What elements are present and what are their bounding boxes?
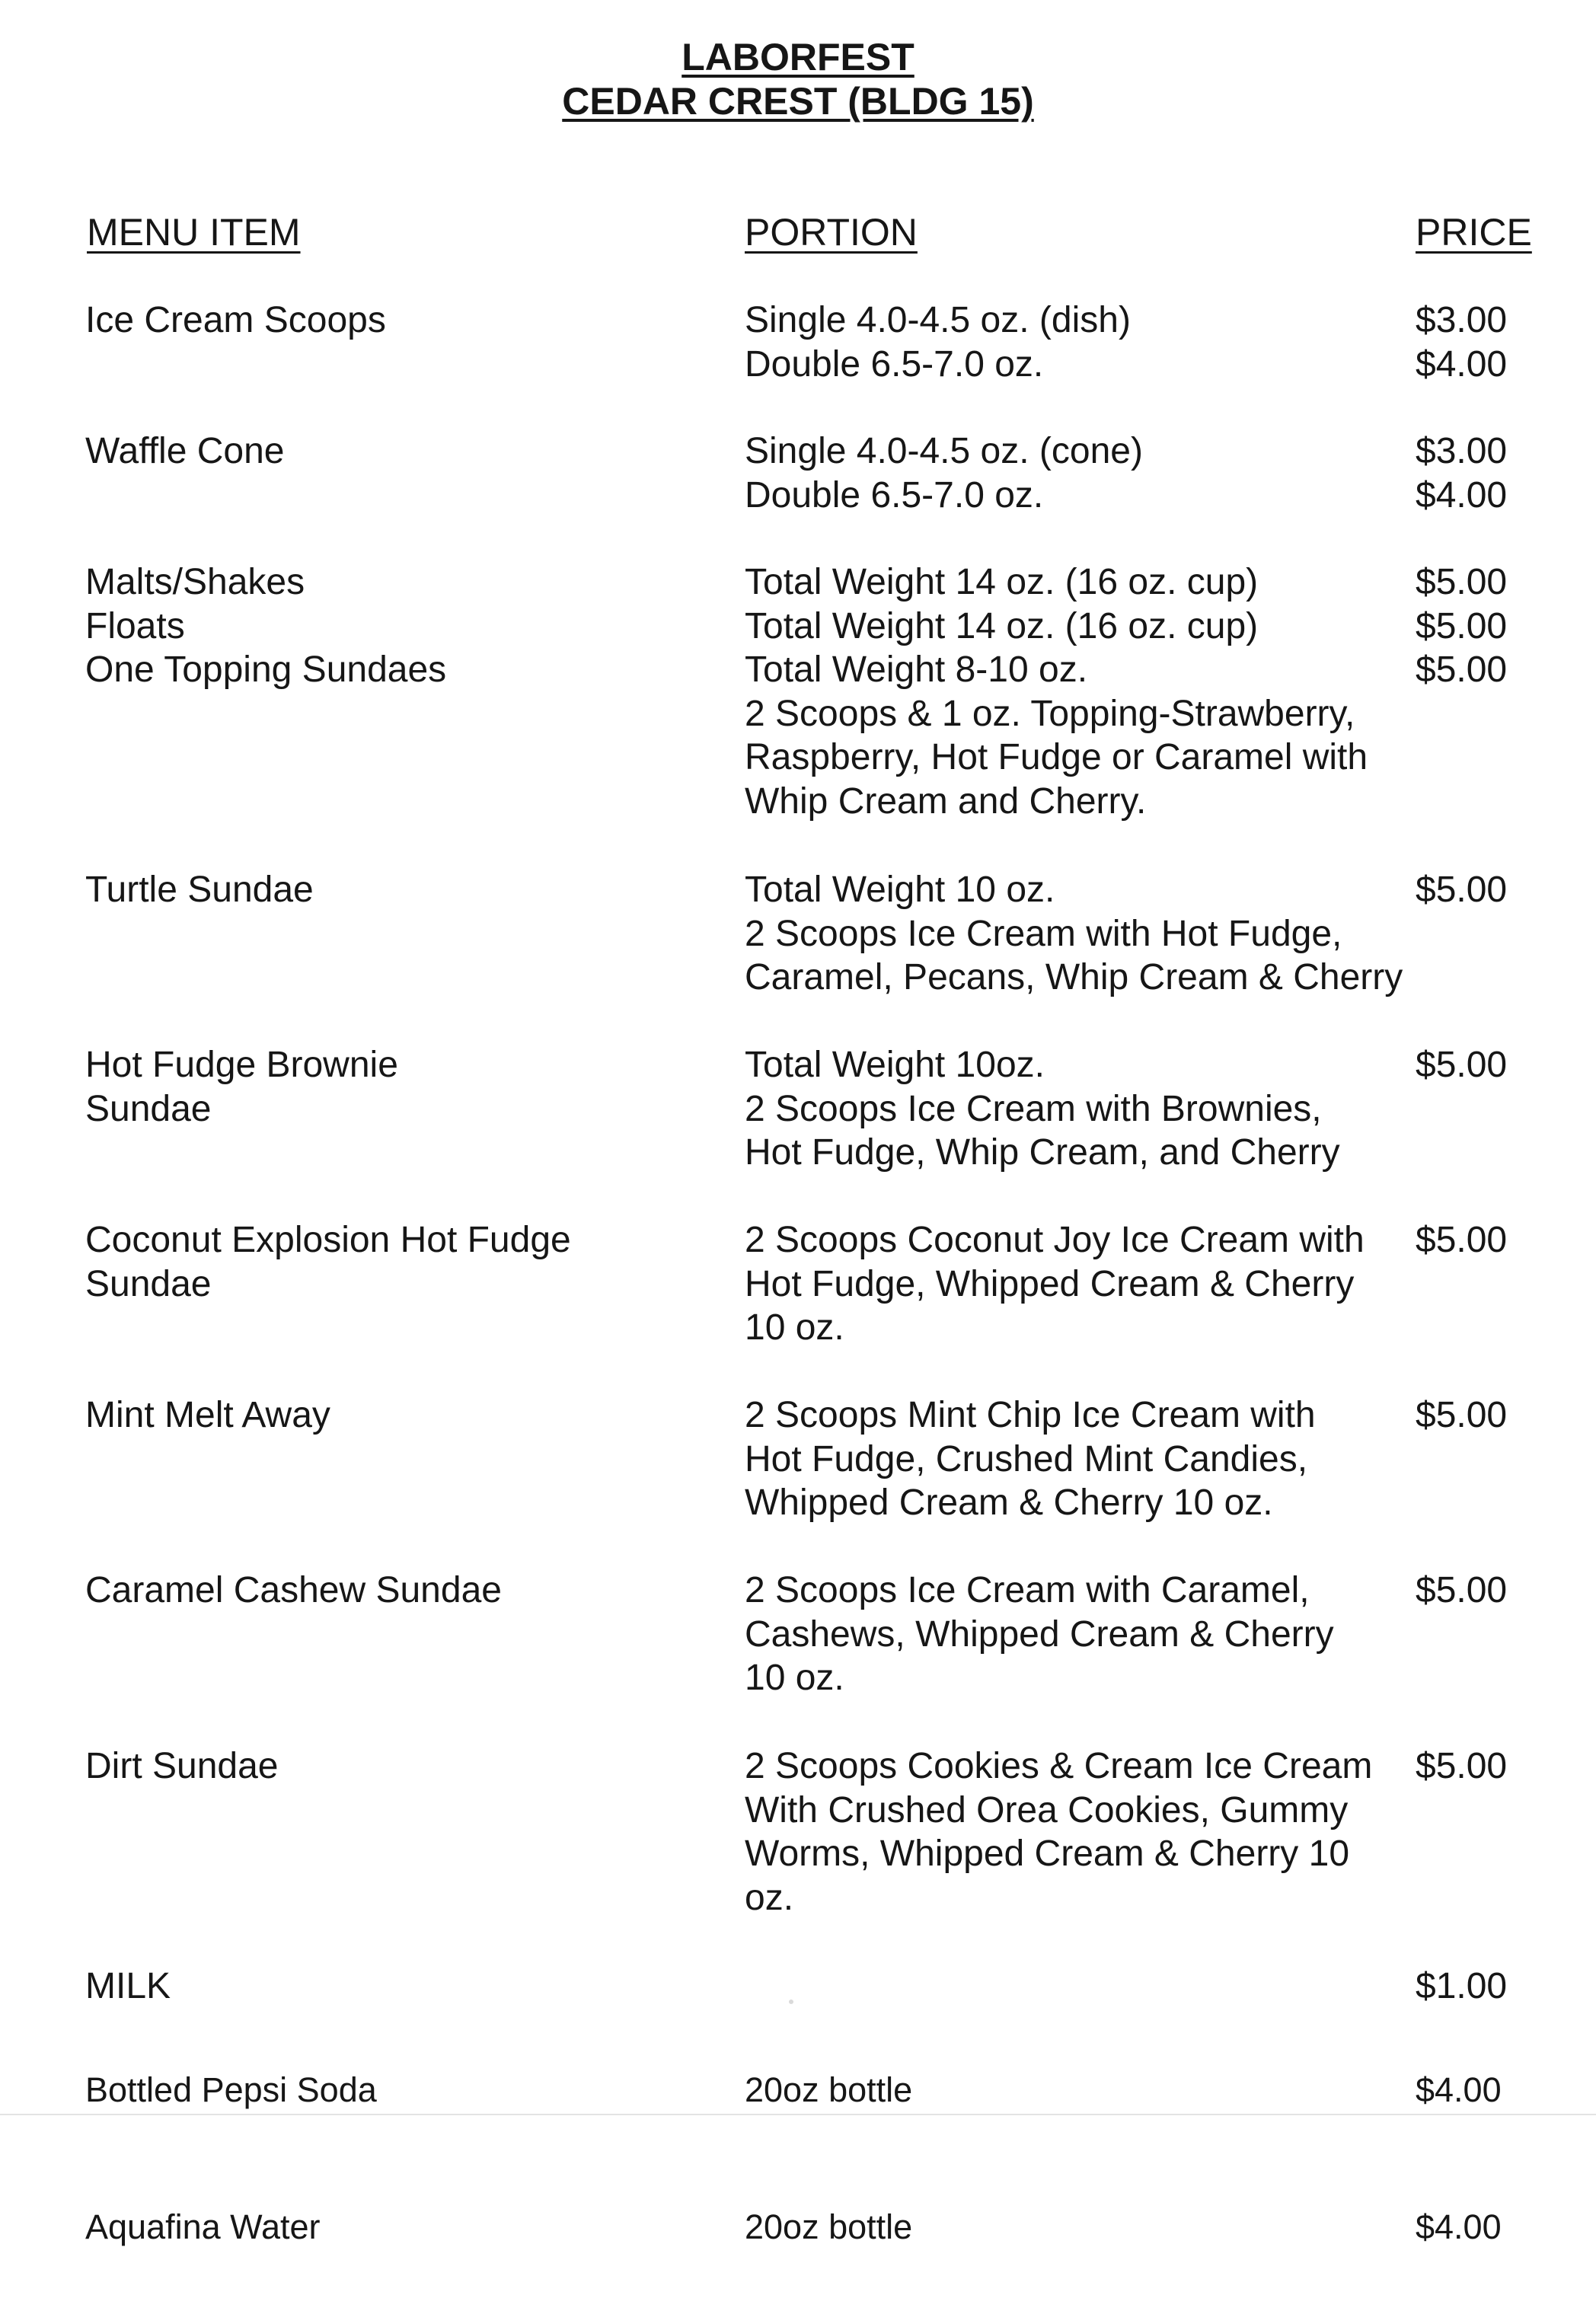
menu-item-portion: Total Weight 14 oz. (16 oz. cup) (745, 605, 1259, 646)
menu-item-portion: 2 Scoops Coconut Joy Ice Cream with (745, 1220, 1365, 1260)
menu-item-name: Ice Cream Scoops (85, 300, 386, 340)
menu-item-portion: Caramel, Pecans, Whip Cream & Cherry (745, 957, 1403, 997)
menu-item-name: One Topping Sundaes (85, 650, 447, 690)
menu-item-portion: Single 4.0-4.5 oz. (dish) (745, 300, 1131, 340)
title-laborfest: LABORFEST (681, 36, 915, 78)
header-menu-item: MENU ITEM (87, 211, 301, 254)
menu-item-price: $5.00 (1416, 562, 1508, 602)
header-portion: PORTION (745, 211, 918, 254)
menu-item-portion: 20oz bottle (745, 2207, 913, 2246)
page-divider (0, 2114, 1596, 2115)
menu-item-price: $5.00 (1416, 1570, 1508, 1610)
menu-item-price: $5.00 (1416, 1395, 1508, 1435)
menu-item-name: Mint Melt Away (85, 1395, 330, 1435)
menu-item-portion: Whip Cream and Cherry. (745, 780, 1147, 822)
menu-item-name: Coconut Explosion Hot Fudge (85, 1220, 571, 1260)
menu-item-name: Sundae (85, 1088, 212, 1129)
menu-item-price: $5.00 (1416, 1746, 1508, 1786)
menu-item-price: $1.00 (1416, 1966, 1508, 2006)
menu-item-portion: 10 oz. (745, 1307, 844, 1348)
menu-item-portion: With Crushed Orea Cookies, Gummy (745, 1789, 1349, 1830)
menu-item-portion: Hot Fudge, Crushed Mint Candies, (745, 1438, 1308, 1479)
title-line-1 (0, 35, 1596, 79)
menu-item-name: Sundae (85, 1263, 212, 1304)
menu-item-portion: Double 6.5-7.0 oz. (745, 343, 1044, 385)
menu-item-portion: Cashews, Whipped Cream & Cherry (745, 1613, 1334, 1655)
menu-item-name: Aquafina Water (85, 2207, 321, 2246)
menu-item-name: Turtle Sundae (85, 870, 314, 910)
menu-item-portion: 2 Scoops Cookies & Cream Ice Cream (745, 1746, 1373, 1786)
menu-item-price: $5.00 (1416, 650, 1508, 690)
menu-item-portion: Raspberry, Hot Fudge or Caramel with (745, 737, 1368, 777)
menu-item-price: $3.00 (1416, 431, 1508, 471)
menu-item-portion: Hot Fudge, Whipped Cream & Cherry (745, 1263, 1355, 1304)
menu-item-name: Waffle Cone (85, 431, 285, 471)
menu-item-price: $3.00 (1416, 300, 1508, 340)
title-location: CEDAR CREST (BLDG 15) (562, 80, 1034, 123)
menu-item-price: $5.00 (1416, 1220, 1508, 1260)
menu-item-portion: Hot Fudge, Whip Cream, and Cherry (745, 1132, 1340, 1173)
menu-item-price: $5.00 (1416, 870, 1508, 910)
menu-item-price: $4.00 (1416, 343, 1508, 385)
menu-item-portion: 2 Scoops Mint Chip Ice Cream with (745, 1395, 1316, 1435)
menu-item-price: $5.00 (1416, 1045, 1508, 1085)
menu-item-portion: Total Weight 8-10 oz. (745, 650, 1088, 690)
menu-item-name: Dirt Sundae (85, 1746, 279, 1786)
menu-item-portion: 2 Scoops & 1 oz. Topping-Strawberry, (745, 693, 1355, 734)
menu-item-price: $4.00 (1416, 2070, 1502, 2109)
menu-item-name: Hot Fudge Brownie (85, 1045, 398, 1085)
menu-item-name: Caramel Cashew Sundae (85, 1570, 502, 1610)
menu-item-portion: Worms, Whipped Cream & Cherry 10 (745, 1834, 1350, 1874)
menu-item-name: Bottled Pepsi Soda (85, 2070, 377, 2109)
menu-item-portion: 10 oz. (745, 1658, 844, 1698)
header-price: PRICE (1416, 211, 1532, 254)
menu-item-portion: 2 Scoops Ice Cream with Caramel, (745, 1570, 1310, 1610)
title-line-2 (0, 79, 1596, 123)
menu-item-name: Floats (85, 605, 185, 646)
menu-item-portion: Single 4.0-4.5 oz. (cone) (745, 431, 1143, 471)
menu-item-portion: oz. (745, 1877, 794, 1918)
scan-speck (789, 2000, 793, 2004)
menu-item-portion: Total Weight 14 oz. (16 oz. cup) (745, 562, 1259, 602)
menu-item-portion: Whipped Cream & Cherry 10 oz. (745, 1483, 1273, 1523)
menu-item-portion: Total Weight 10oz. (745, 1045, 1045, 1085)
menu-item-name: Malts/Shakes (85, 562, 305, 602)
menu-item-price: $4.00 (1416, 2207, 1502, 2246)
menu-item-portion: Total Weight 10 oz. (745, 870, 1055, 910)
menu-item-portion: 2 Scoops Ice Cream with Brownies, (745, 1088, 1322, 1129)
menu-item-price: $4.00 (1416, 474, 1508, 515)
menu-item-name: MILK (85, 1966, 171, 2006)
menu-item-portion: Double 6.5-7.0 oz. (745, 474, 1044, 515)
menu-item-portion: 2 Scoops Ice Cream with Hot Fudge, (745, 913, 1342, 954)
menu-item-portion: 20oz bottle (745, 2070, 913, 2109)
menu-item-price: $5.00 (1416, 605, 1508, 646)
